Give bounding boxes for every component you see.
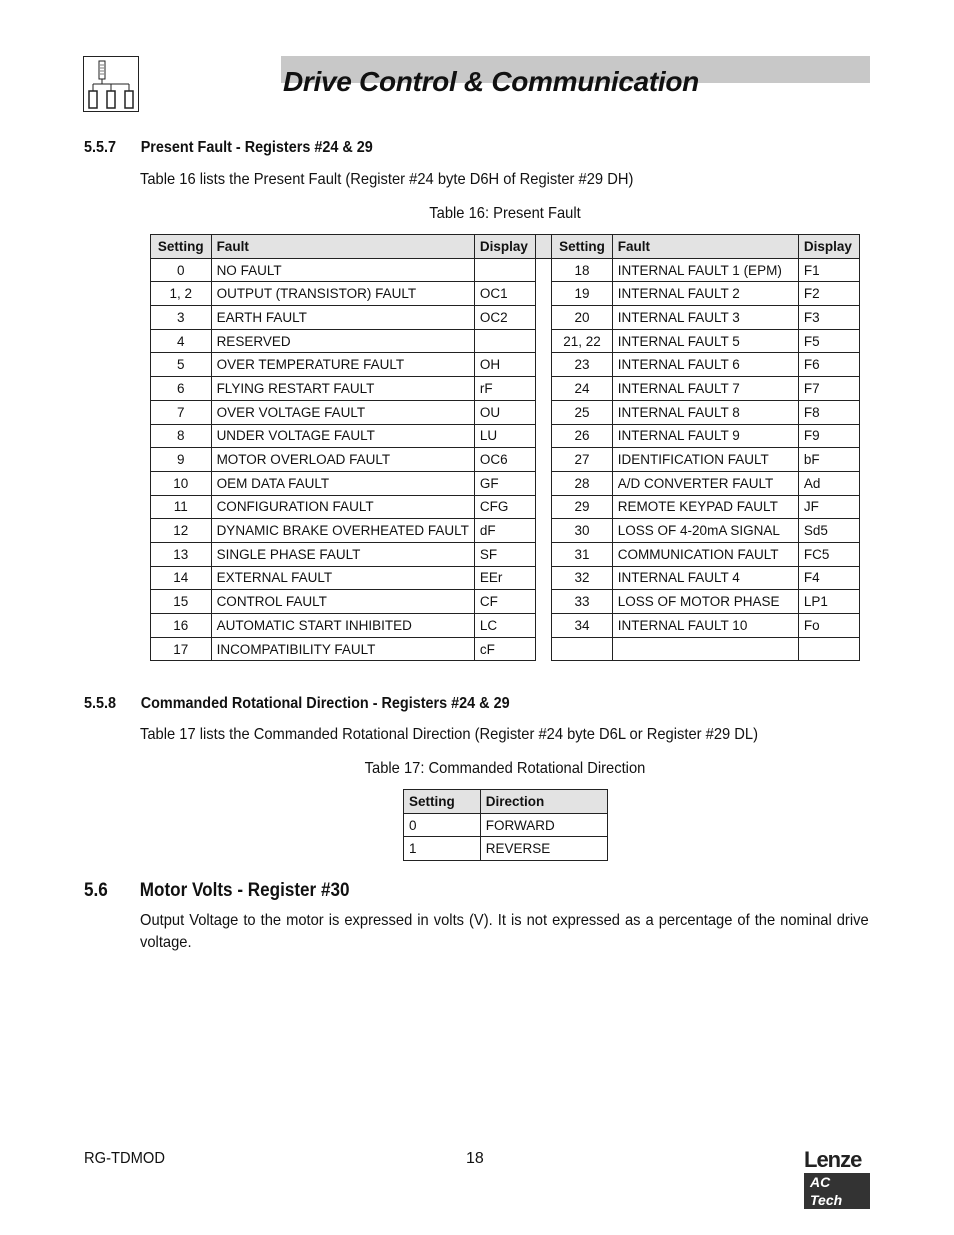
setting-cell: 31 — [552, 542, 613, 566]
fault-cell: EXTERNAL FAULT — [211, 566, 474, 590]
page-number: 18 — [466, 1150, 484, 1167]
display-cell: CFG — [474, 495, 535, 519]
setting-cell: 0 — [404, 813, 481, 837]
fault-cell: INTERNAL FAULT 3 — [612, 306, 798, 330]
setting-cell: 20 — [552, 306, 613, 330]
table-header-row — [404, 790, 608, 814]
fault-cell: MOTOR OVERLOAD FAULT — [211, 448, 474, 472]
column-gap — [535, 471, 551, 495]
fault-cell: CONFIGURATION FAULT — [211, 495, 474, 519]
display-cell: dF — [474, 519, 535, 543]
display-cell: GF — [474, 471, 535, 495]
setting-cell: 11 — [151, 495, 212, 519]
display-cell: EEr — [474, 566, 535, 590]
fault-cell: DYNAMIC BRAKE OVERHEATED FAULT — [211, 519, 474, 543]
setting-cell: 5 — [151, 353, 212, 377]
fault-cell — [612, 637, 798, 661]
fault-cell: INTERNAL FAULT 2 — [612, 282, 798, 306]
fault-cell: OEM DATA FAULT — [211, 471, 474, 495]
column-header-direction: Direction — [480, 790, 607, 814]
display-cell: OC6 — [474, 448, 535, 472]
column-gap — [535, 519, 551, 543]
column-header-display: Display — [798, 235, 859, 259]
setting-cell: 30 — [552, 519, 613, 543]
table-row — [404, 813, 608, 837]
display-cell: F3 — [798, 306, 859, 330]
setting-cell: 21, 22 — [552, 329, 613, 353]
table-row — [151, 471, 860, 495]
fault-cell: SINGLE PHASE FAULT — [211, 542, 474, 566]
section-intro-557: Table 16 lists the Present Fault (Register #24 byte D6H of Register #29 DH) — [140, 171, 634, 188]
fault-cell: OVER VOLTAGE FAULT — [211, 400, 474, 424]
setting-cell: 13 — [151, 542, 212, 566]
display-cell: F1 — [798, 258, 859, 282]
present-fault-table-body — [151, 258, 860, 661]
fault-cell: INTERNAL FAULT 4 — [612, 566, 798, 590]
fault-cell: INCOMPATIBILITY FAULT — [211, 637, 474, 661]
display-cell: cF — [474, 637, 535, 661]
fault-cell: COMMUNICATION FAULT — [612, 542, 798, 566]
display-cell: OH — [474, 353, 535, 377]
fault-cell: INTERNAL FAULT 8 — [612, 400, 798, 424]
setting-cell: 10 — [151, 471, 212, 495]
display-cell: F6 — [798, 353, 859, 377]
display-cell: F7 — [798, 377, 859, 401]
setting-cell: 1 — [404, 837, 481, 861]
fault-cell: REMOTE KEYPAD FAULT — [612, 495, 798, 519]
column-gap — [535, 542, 551, 566]
table-row — [151, 424, 860, 448]
document-id: RG-TDMOD — [84, 1150, 165, 1167]
table-row — [404, 837, 608, 861]
setting-cell: 24 — [552, 377, 613, 401]
column-header-setting: Setting — [552, 235, 613, 259]
fault-cell: FLYING RESTART FAULT — [211, 377, 474, 401]
column-gap — [535, 424, 551, 448]
display-cell: OC2 — [474, 306, 535, 330]
setting-cell — [552, 637, 613, 661]
column-gap — [535, 353, 551, 377]
setting-cell: 17 — [151, 637, 212, 661]
setting-cell: 0 — [151, 258, 212, 282]
display-cell: OC1 — [474, 282, 535, 306]
column-gap — [535, 400, 551, 424]
setting-cell: 8 — [151, 424, 212, 448]
fault-cell: IDENTIFICATION FAULT — [612, 448, 798, 472]
setting-cell: 34 — [552, 614, 613, 638]
table-row — [151, 400, 860, 424]
table-row — [151, 448, 860, 472]
display-cell: LC — [474, 614, 535, 638]
column-header-setting: Setting — [404, 790, 481, 814]
fault-cell: EARTH FAULT — [211, 306, 474, 330]
fault-cell: OUTPUT (TRANSISTOR) FAULT — [211, 282, 474, 306]
table-header-row — [151, 235, 860, 259]
display-cell: SF — [474, 542, 535, 566]
rotational-direction-table — [403, 789, 608, 861]
display-cell: Fo — [798, 614, 859, 638]
display-cell: F5 — [798, 329, 859, 353]
table-row — [151, 329, 860, 353]
table-row — [151, 637, 860, 661]
network-drives-icon — [83, 56, 139, 112]
setting-cell: 28 — [552, 471, 613, 495]
column-header-fault: Fault — [612, 235, 798, 259]
page-title: Drive Control & Communication — [283, 66, 699, 97]
section-number: 5.5.8 — [84, 695, 117, 712]
setting-cell: 15 — [151, 590, 212, 614]
fault-cell: UNDER VOLTAGE FAULT — [211, 424, 474, 448]
table-16-caption: Table 16: Present Fault — [429, 205, 581, 222]
table-row — [151, 282, 860, 306]
table-row — [151, 306, 860, 330]
fault-cell: INTERNAL FAULT 10 — [612, 614, 798, 638]
setting-cell: 25 — [552, 400, 613, 424]
table-row — [151, 566, 860, 590]
fault-cell: INTERNAL FAULT 6 — [612, 353, 798, 377]
display-cell: LU — [474, 424, 535, 448]
section-title: Commanded Rotational Direction - Registers #24 & 29 — [140, 695, 510, 712]
setting-cell: 3 — [151, 306, 212, 330]
setting-cell: 19 — [552, 282, 613, 306]
section-heading-56 — [84, 880, 349, 902]
column-gap — [535, 235, 551, 259]
setting-cell: 26 — [552, 424, 613, 448]
column-gap — [535, 495, 551, 519]
brand-name: Lenze — [804, 1147, 862, 1172]
fault-cell: INTERNAL FAULT 1 (EPM) — [612, 258, 798, 282]
setting-cell: 32 — [552, 566, 613, 590]
column-gap — [535, 282, 551, 306]
setting-cell: 27 — [552, 448, 613, 472]
section-title: Present Fault - Registers #24 & 29 — [140, 139, 373, 156]
direction-cell: FORWARD — [480, 813, 607, 837]
display-cell: JF — [798, 495, 859, 519]
fault-cell: CONTROL FAULT — [211, 590, 474, 614]
brand-subtitle: AC Tech — [804, 1173, 870, 1209]
section-intro-558: Table 17 lists the Commanded Rotational Direction (Register #24 byte D6L or Register #29 DL) — [140, 726, 759, 743]
fault-cell: INTERNAL FAULT 5 — [612, 329, 798, 353]
setting-cell: 16 — [151, 614, 212, 638]
display-cell: Ad — [798, 471, 859, 495]
display-cell: F8 — [798, 400, 859, 424]
section-heading-557 — [84, 139, 373, 157]
column-gap — [535, 590, 551, 614]
fault-cell: LOSS OF MOTOR PHASE — [612, 590, 798, 614]
table-row — [151, 614, 860, 638]
display-cell: Sd5 — [798, 519, 859, 543]
table-17-caption: Table 17: Commanded Rotational Direction — [364, 760, 646, 777]
column-header-setting: Setting — [151, 235, 212, 259]
fault-cell: RESERVED — [211, 329, 474, 353]
setting-cell: 1, 2 — [151, 282, 212, 306]
setting-cell: 14 — [151, 566, 212, 590]
table-row — [151, 377, 860, 401]
fault-cell: NO FAULT — [211, 258, 474, 282]
column-gap — [535, 377, 551, 401]
setting-cell: 29 — [552, 495, 613, 519]
column-gap — [535, 637, 551, 661]
display-cell: OU — [474, 400, 535, 424]
fault-cell: INTERNAL FAULT 7 — [612, 377, 798, 401]
fault-cell: INTERNAL FAULT 9 — [612, 424, 798, 448]
lenze-ac-tech-logo — [804, 1149, 870, 1209]
setting-cell: 6 — [151, 377, 212, 401]
column-gap — [535, 329, 551, 353]
column-gap — [535, 258, 551, 282]
display-cell — [474, 258, 535, 282]
table-row — [151, 258, 860, 282]
display-cell: LP1 — [798, 590, 859, 614]
display-cell: F2 — [798, 282, 859, 306]
fault-cell: OVER TEMPERATURE FAULT — [211, 353, 474, 377]
setting-cell: 18 — [552, 258, 613, 282]
setting-cell: 9 — [151, 448, 212, 472]
table-row — [151, 495, 860, 519]
table-row — [151, 353, 860, 377]
setting-cell: 12 — [151, 519, 212, 543]
section-number: 5.6 — [84, 880, 108, 901]
table-row — [151, 519, 860, 543]
section-body-56: Output Voltage to the motor is expressed in volts (V). It is not expressed as a percentage of the nominal drive voltage. — [140, 912, 869, 951]
fault-cell: AUTOMATIC START INHIBITED — [211, 614, 474, 638]
display-cell: F9 — [798, 424, 859, 448]
column-gap — [535, 566, 551, 590]
column-gap — [535, 448, 551, 472]
fault-cell: A/D CONVERTER FAULT — [612, 471, 798, 495]
section-number: 5.5.7 — [84, 139, 117, 156]
column-header-fault: Fault — [211, 235, 474, 259]
table-row — [151, 590, 860, 614]
setting-cell: 33 — [552, 590, 613, 614]
display-cell: CF — [474, 590, 535, 614]
column-gap — [535, 306, 551, 330]
column-gap — [535, 614, 551, 638]
display-cell: FC5 — [798, 542, 859, 566]
setting-cell: 4 — [151, 329, 212, 353]
section-title: Motor Volts - Register #30 — [139, 880, 350, 901]
display-cell — [798, 637, 859, 661]
display-cell: bF — [798, 448, 859, 472]
table-row — [151, 542, 860, 566]
setting-cell: 7 — [151, 400, 212, 424]
column-header-display: Display — [474, 235, 535, 259]
display-cell: F4 — [798, 566, 859, 590]
display-cell — [474, 329, 535, 353]
section-heading-558 — [84, 695, 510, 713]
direction-cell: REVERSE — [480, 837, 607, 861]
fault-cell: LOSS OF 4-20mA SIGNAL — [612, 519, 798, 543]
display-cell: rF — [474, 377, 535, 401]
setting-cell: 23 — [552, 353, 613, 377]
present-fault-table — [150, 234, 860, 661]
